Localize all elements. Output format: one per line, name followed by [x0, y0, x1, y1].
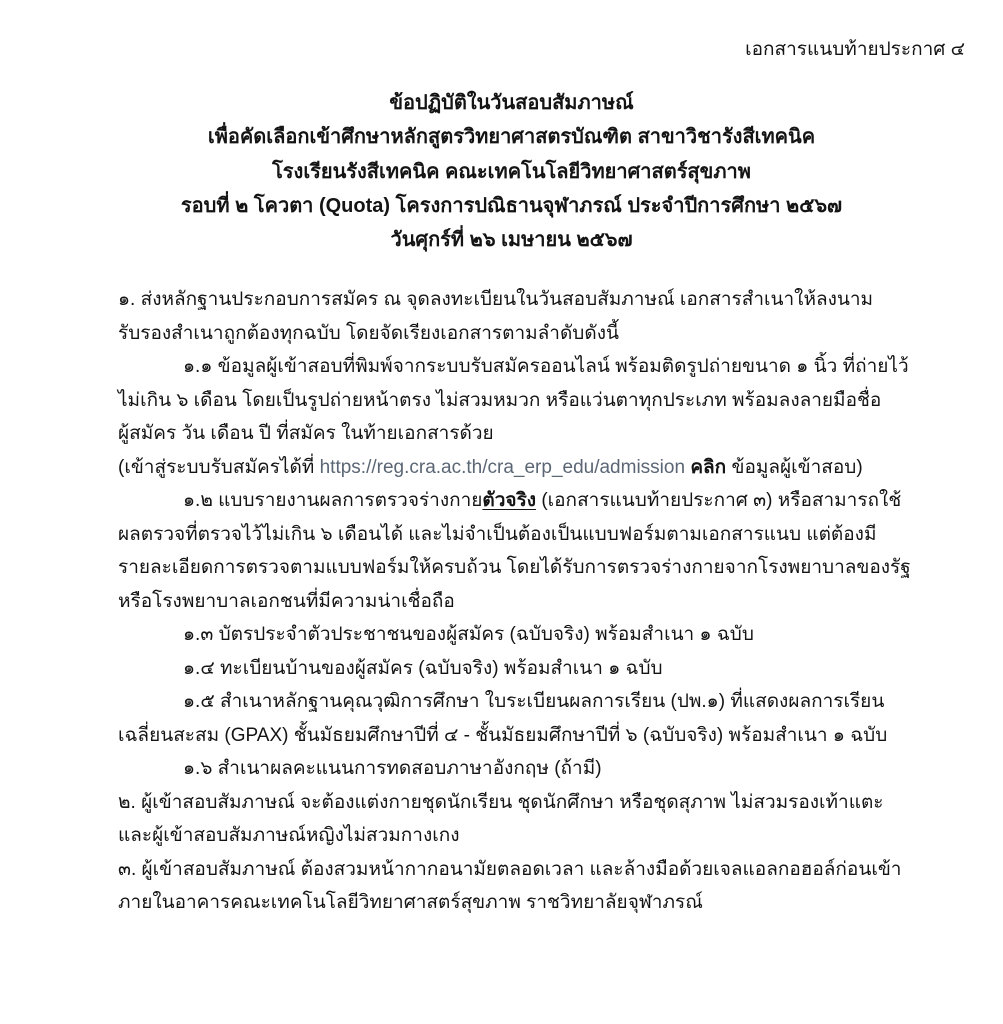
section-1-line: รับรองสำเนาถูกต้องทุกฉบับ โดยจัดเรียงเอกสารตามลำดับดังนี้	[118, 322, 619, 344]
click-label: คลิก	[690, 456, 727, 478]
title-line-program: เพื่อคัดเลือกเข้าศึกษาหลักสูตรวิทยาศาสตรบัณฑิต สาขาวิชารังสีเทคนิค	[207, 126, 816, 149]
section-3-line: ๓. ผู้เข้าสอบสัมภาษณ์ ต้องสวมหน้ากากอนามัยตลอดเวลา และล้างมือด้วยเจลแอลกอฮอล์ก่อนเข้า	[118, 858, 902, 880]
admission-link[interactable]: https://reg.cra.ac.th/cra_erp_edu/admission	[319, 456, 686, 478]
section-3-line: ภายในอาคารคณะเทคโนโลยีวิทยาศาสตร์สุขภาพ ราชวิทยาลัยจุฬาภรณ์	[118, 892, 703, 913]
item-1-1	[118, 350, 983, 484]
section-2-line: ๒. ผู้เข้าสอบสัมภาษณ์ จะต้องแต่งกายชุดนักเรียน ชุดนักศึกษา หรือชุดสุภาพ ไม่สวมรองเท้าแตะ	[118, 791, 884, 813]
item-1-5	[118, 685, 983, 752]
item-1-2-line: รายละเอียดการตรวจตามแบบฟอร์มให้ครบถ้วน โดยได้รับการตรวจร่างกายจากโรงพยาบาลของรัฐ	[118, 557, 911, 578]
registration-note-suffix: ข้อมูลผู้เข้าสอบ)	[731, 456, 863, 478]
item-1-2-lead-rest: (เอกสารแนบท้ายประกาศ ๓) หรือสามารถใช้	[541, 490, 902, 511]
item-1-1-line: ผู้สมัคร วัน เดือน ปี ที่สมัคร ในท้ายเอกสารด้วย	[118, 423, 494, 444]
title-line-school: โรงเรียนรังสีเทคนิค คณะเทคโนโลยีวิทยาศาสตร์สุขภาพ	[272, 160, 751, 183]
item-1-5-line: เฉลี่ยนสะสม (GPAX) ชั้นมัธยมศึกษาปีที่ ๔ - ชั้นมัธยมศึกษาปีที่ ๖ (ฉบับจริง) พร้อมสำเนา ๑ ฉบับ	[118, 724, 888, 746]
document-body	[118, 283, 983, 920]
item-1-1-line: ๑.๑ ข้อมูลผู้เข้าสอบที่พิมพ์จากระบบรับสมัครออนไลน์ พร้อมติดรูปถ่ายขนาด ๑ นิ้ว ที่ถ่ายไว้	[183, 356, 909, 377]
item-1-1-line: ไม่เกิน ๖ เดือน โดยเป็นรูปถ่ายหน้าตรง ไม่สวมหมวก หรือแว่นตาทุกประเภท พร้อมลงลายมือชื่อ	[118, 389, 882, 411]
section-1	[118, 283, 983, 786]
title-line-heading: ข้อปฏิบัติในวันสอบสัมภาษณ์	[389, 92, 634, 114]
registration-note	[118, 451, 983, 485]
section-3	[118, 853, 983, 920]
section-1-line: ๑. ส่งหลักฐานประกอบการสมัคร ณ จุดลงทะเบียนในวันสอบสัมภาษณ์ เอกสารสำเนาให้ลงนาม	[118, 289, 874, 310]
title-line-date: วันศุกร์ที่ ๒๖ เมษายน ๒๕๖๗	[390, 229, 633, 251]
item-1-3: ๑.๓ บัตรประจำตัวประชาชนของผู้สมัคร (ฉบับจริง) พร้อมสำเนา ๑ ฉบับ	[183, 624, 754, 645]
item-1-2-line: หรือโรงพยาบาลเอกชนที่มีความน่าเชื่อถือ	[118, 590, 455, 612]
annex-label: เอกสารแนบท้ายประกาศ ๔	[745, 39, 965, 60]
registration-note-prefix: (เข้าสู่ระบบรับสมัครได้ที่	[118, 456, 315, 478]
original-copy-emphasis: ตัวจริง	[482, 490, 537, 511]
item-1-4: ๑.๔ ทะเบียนบ้านของผู้สมัคร (ฉบับจริง) พร้อมสำเนา ๑ ฉบับ	[183, 657, 663, 679]
title-line-round: รอบที่ ๒ โควตา (Quota) โครงการปณิธานจุฬาภรณ์ ประจำปีการศึกษา ๒๕๖๗	[180, 194, 843, 217]
item-1-2-lead: ๑.๒ แบบรายงานผลการตรวจร่างกาย	[183, 490, 483, 511]
item-1-2-line: ผลตรวจที่ตรวจไว้ไม่เกิน ๖ เดือนได้ และไม่จำเป็นต้องเป็นแบบฟอร์มตามเอกสารแนบ แต่ต้องมี	[118, 523, 877, 545]
item-1-2-lead-line	[118, 484, 983, 518]
section-2	[118, 786, 983, 853]
item-1-2	[118, 484, 983, 618]
document-title	[20, 86, 1003, 257]
item-1-5-line: ๑.๕ สำเนาหลักฐานคุณวุฒิการศึกษา ใบระเบียนผลการเรียน (ปพ.๑) ที่แสดงผลการเรียน	[183, 691, 885, 712]
section-2-line: และผู้เข้าสอบสัมภาษณ์หญิงไม่สวมกางเกง	[118, 825, 460, 846]
item-1-6: ๑.๖ สำเนาผลคะแนนการทดสอบภาษาอังกฤษ (ถ้ามี)	[183, 758, 602, 779]
